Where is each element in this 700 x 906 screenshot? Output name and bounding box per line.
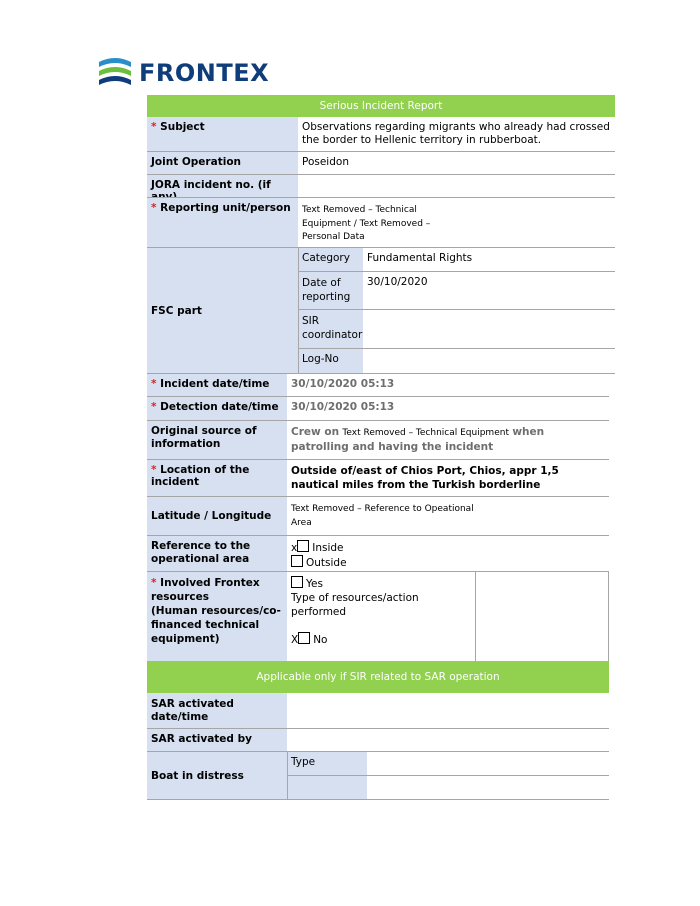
yes-option[interactable] [291, 576, 471, 591]
original-source-mid: Text Removed – Technical Equipment [342, 428, 509, 438]
incident-datetime-value: 30/10/2020 05:13 [291, 378, 395, 390]
fsc-label: FSC part [147, 248, 298, 373]
inside-checkbox[interactable] [297, 540, 309, 552]
fsc-log-label: Log-No [298, 349, 363, 373]
inside-option[interactable] [291, 540, 605, 555]
latlon-value: Text Removed – Reference to Opeational Area [291, 504, 474, 528]
original-source-post: when patrolling and having the incident [291, 426, 545, 453]
boat-type-label: Type [287, 752, 367, 775]
inside-mark: x [291, 542, 298, 554]
reference-area-options [287, 536, 609, 571]
involved-resources-label-text: Involved Frontex resources [151, 577, 260, 603]
no-option[interactable] [291, 632, 471, 647]
location-value: Outside of/east of Chios Port, Chios, appr 1,5 nautical miles from the Turkish borderline [291, 465, 559, 491]
detection-datetime-label-text: Detection date/time [160, 401, 279, 413]
fsc-log-value [363, 349, 615, 373]
fsc-category-value: Fundamental Rights [367, 252, 473, 264]
required-mark: * [151, 577, 157, 589]
required-mark: * [151, 121, 157, 133]
frontex-logo [97, 55, 269, 91]
required-mark: * [151, 202, 157, 214]
fsc-date-label: Date of reporting [298, 272, 363, 309]
joint-operation-label: Joint Operation [147, 152, 298, 174]
reporting-unit-value: Text Removed – Technical Equipment / Text Removed – Personal Data [302, 205, 431, 242]
fsc-date-value: 30/10/2020 [367, 276, 428, 288]
location-label-text: Location of the incident [151, 464, 250, 488]
involved-resources-detail: (Human resources/co-financed technical equipment) [151, 605, 281, 645]
fsc-coordinator-value [363, 310, 615, 348]
sar-banner [147, 661, 609, 693]
original-source-value [287, 421, 609, 459]
fsc-category-label: Category [298, 248, 363, 271]
required-mark: * [151, 464, 157, 476]
report-title [147, 95, 615, 117]
latlon-label: Latitude / Longitude [147, 497, 287, 535]
reporting-unit-label [147, 198, 298, 247]
sar-activated-datetime-label: SAR activated date/time [147, 693, 287, 728]
subject-value: Observations regarding migrants who already had crossed the border to Hellenic territory in rubberboat. [302, 121, 610, 146]
logo-text: FRONTEX [139, 59, 270, 87]
boat-type-value [367, 752, 609, 775]
no-mark: X [291, 634, 299, 646]
outside-label: Outside [306, 557, 347, 569]
outside-option[interactable] [291, 555, 605, 570]
yes-checkbox[interactable] [291, 576, 303, 588]
boat-in-distress-label: Boat in distress [147, 752, 287, 799]
original-source-label: Original source of information [147, 421, 287, 459]
incident-datetime-label-text: Incident date/time [160, 378, 270, 390]
sar-activated-by-label: SAR activated by [147, 729, 287, 751]
sar-banner-text: Applicable only if SIR related to SAR operation [256, 671, 500, 683]
required-mark: * [151, 401, 157, 413]
sar-activated-by-value [287, 729, 609, 751]
boat-extra-label [287, 776, 367, 799]
detection-datetime-label [147, 397, 287, 420]
no-checkbox[interactable] [298, 632, 310, 644]
incident-datetime-label [147, 374, 287, 396]
required-mark: * [151, 378, 157, 390]
jora-label: JORA incident no. (if [147, 175, 298, 197]
subject-label [147, 117, 298, 151]
reporting-unit-label-text: Reporting unit/person [160, 202, 291, 214]
detection-datetime-value: 30/10/2020 05:13 [291, 401, 395, 413]
fsc-coordinator-label: SIR coordinator [298, 310, 363, 348]
subject-label-text: Subject [160, 121, 205, 133]
outside-checkbox[interactable] [291, 555, 303, 567]
report-title-text: Serious Incident Report [319, 100, 443, 112]
involved-resources-label [147, 572, 287, 661]
boat-extra-value [367, 776, 609, 799]
joint-operation-value: Poseidon [302, 156, 349, 168]
involved-resources-options [287, 572, 475, 661]
yes-label: Yes [306, 578, 323, 590]
no-label: No [313, 634, 328, 646]
inside-label: Inside [312, 542, 344, 554]
frontex-logo-icon [97, 56, 133, 90]
location-label [147, 460, 287, 496]
original-source-pre: Crew on [291, 426, 340, 438]
reference-area-label: Reference to the operational area [147, 536, 287, 571]
type-label: Type of resources/action performed [291, 592, 419, 618]
sar-activated-datetime-value [287, 693, 609, 728]
jora-value [298, 175, 615, 197]
